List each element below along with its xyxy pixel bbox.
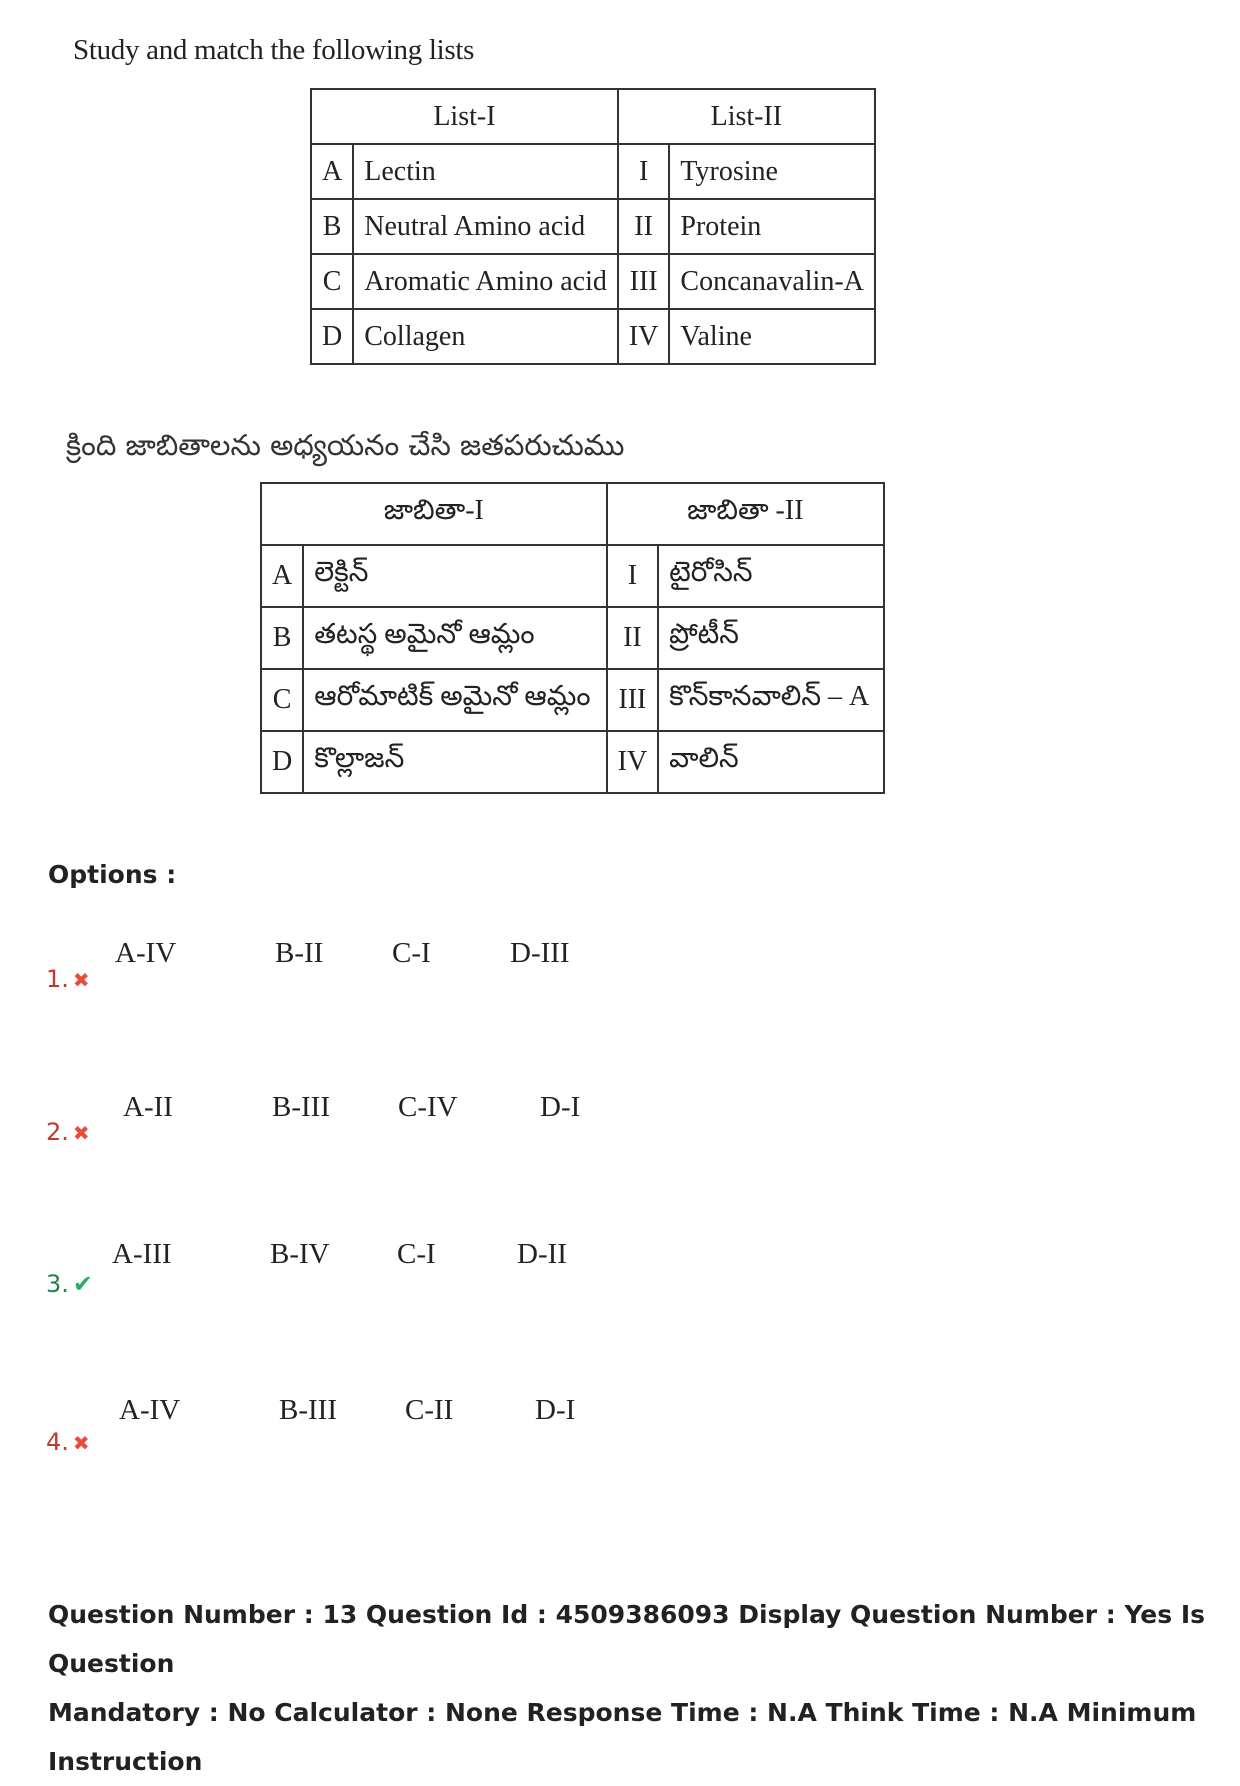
row-numeral: IV bbox=[618, 309, 670, 364]
table-row bbox=[261, 669, 884, 731]
option-3-pair-d: D-II bbox=[517, 1238, 567, 1270]
option-1-number[interactable] bbox=[46, 965, 90, 993]
row-key: D bbox=[311, 309, 353, 364]
check-icon: ✔ bbox=[72, 1270, 94, 1298]
table-row bbox=[311, 199, 875, 254]
table-header-row bbox=[311, 89, 875, 144]
row-numeral: III bbox=[618, 254, 670, 309]
list-2-item: ప్రోటీన్ bbox=[658, 607, 884, 669]
list-1-item: ఆరోమాటిక్ అమైనో ఆమ్లం bbox=[303, 669, 606, 731]
option-number-label: 3. bbox=[46, 1270, 69, 1298]
options-label: Options : bbox=[48, 860, 177, 889]
row-key: B bbox=[261, 607, 303, 669]
row-numeral: II bbox=[607, 607, 659, 669]
option-4-number[interactable] bbox=[46, 1428, 90, 1456]
table-row bbox=[311, 144, 875, 199]
option-1-pair-b: B-II bbox=[275, 937, 324, 969]
option-3-pair-a: A-III bbox=[112, 1238, 172, 1270]
list-2-header: జాబితా -II bbox=[607, 483, 884, 545]
row-key: C bbox=[261, 669, 303, 731]
option-number-label: 2. bbox=[46, 1118, 69, 1146]
list-2-item: కొన్‌కానవాలిన్ – A bbox=[658, 669, 884, 731]
option-2-pair-a: A-II bbox=[123, 1091, 173, 1123]
row-numeral: II bbox=[618, 199, 670, 254]
question-instruction-english: Study and match the following lists bbox=[73, 34, 475, 66]
row-key: B bbox=[311, 199, 353, 254]
option-2-pair-c: C-IV bbox=[398, 1091, 458, 1123]
list-1-item: లెక్టిన్ bbox=[303, 545, 606, 607]
list-2-item: టైరోసిన్ bbox=[658, 545, 884, 607]
option-4-pair-d: D-I bbox=[535, 1394, 576, 1426]
list-1-header: జాబితా-I bbox=[261, 483, 607, 545]
option-2-pair-d: D-I bbox=[540, 1091, 581, 1123]
match-table-telugu bbox=[260, 482, 885, 794]
option-4-pair-b: B-III bbox=[279, 1394, 337, 1426]
option-2-number[interactable] bbox=[46, 1118, 90, 1146]
list-1-header: List-I bbox=[311, 89, 618, 144]
row-key: A bbox=[311, 144, 353, 199]
option-1-pair-d: D-III bbox=[510, 937, 570, 969]
option-3-pair-c: C-I bbox=[397, 1238, 436, 1270]
list-1-item: తటస్థ అమైనో ఆమ్లం bbox=[303, 607, 606, 669]
option-2-pair-b: B-III bbox=[272, 1091, 330, 1123]
row-key: D bbox=[261, 731, 303, 793]
row-numeral: IV bbox=[607, 731, 659, 793]
list-1-item: Aromatic Amino acid bbox=[353, 254, 618, 309]
list-1-item: కొల్లాజన్ bbox=[303, 731, 606, 793]
table-header-row bbox=[261, 483, 884, 545]
question-metadata-footer bbox=[48, 1590, 1218, 1786]
option-3-number[interactable] bbox=[46, 1270, 93, 1298]
table-row bbox=[261, 545, 884, 607]
list-2-item: Tyrosine bbox=[669, 144, 875, 199]
list-1-item: Collagen bbox=[353, 309, 618, 364]
row-key: A bbox=[261, 545, 303, 607]
list-2-item: Protein bbox=[669, 199, 875, 254]
option-4-pair-a: A-IV bbox=[119, 1394, 181, 1426]
table-row bbox=[261, 607, 884, 669]
table-row bbox=[261, 731, 884, 793]
question-instruction-telugu: క్రింది జాబితాలను అధ్యయనం చేసి జతపరుచుము bbox=[66, 428, 625, 462]
table-row bbox=[311, 309, 875, 364]
cross-icon: ✖ bbox=[72, 1431, 90, 1455]
list-1-item: Lectin bbox=[353, 144, 618, 199]
list-2-item: వాలిన్ bbox=[658, 731, 884, 793]
footer-line-1: Question Number : 13 Question Id : 4509386093 Display Question Number : Yes Is Question bbox=[48, 1600, 1206, 1678]
list-1-item: Neutral Amino acid bbox=[353, 199, 618, 254]
row-numeral: I bbox=[618, 144, 670, 199]
match-table-english bbox=[310, 88, 876, 365]
list-2-header: List-II bbox=[618, 89, 875, 144]
option-number-label: 1. bbox=[46, 965, 69, 993]
footer-line-2: Mandatory : No Calculator : None Response Time : N.A Think Time : N.A Minimum Instruction bbox=[48, 1698, 1197, 1776]
table-row bbox=[311, 254, 875, 309]
option-number-label: 4. bbox=[46, 1428, 69, 1456]
list-2-item: Valine bbox=[669, 309, 875, 364]
cross-icon: ✖ bbox=[72, 968, 90, 992]
option-1-pair-c: C-I bbox=[392, 937, 431, 969]
list-2-item: Concanavalin-A bbox=[669, 254, 875, 309]
row-numeral: III bbox=[607, 669, 659, 731]
row-numeral: I bbox=[607, 545, 659, 607]
option-3-pair-b: B-IV bbox=[270, 1238, 330, 1270]
cross-icon: ✖ bbox=[72, 1121, 90, 1145]
option-4-pair-c: C-II bbox=[405, 1394, 454, 1426]
row-key: C bbox=[311, 254, 353, 309]
option-1-pair-a: A-IV bbox=[115, 937, 177, 969]
